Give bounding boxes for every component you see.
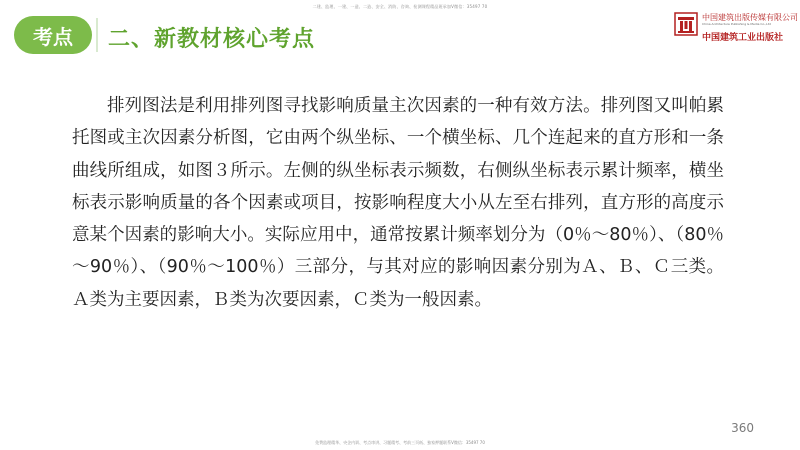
publisher-calligraphy: 中国建筑工业出版社 [702, 33, 784, 43]
body-paragraph: 排列图法是利用排列图寻找影响质量主次因素的一种有效方法。排列图又叫帕累托图或主次因素分析图，它由两个纵坐标、一个横坐标、几个连起来的直方形和一条曲线所组成，如图３所示。左侧的纵坐标表示频数，右侧纵坐标表示累计频率，横坐标表示影响质量的各个因素或项目，按影响程度大小从左至右排列，直方形的高度示意某个因素的影响大小。实际应用中，通常按累计频率划分为（0％～80％）、（80％～90％）、（90％～100％）三部分，与其对应的影响因素分别为Ａ、Ｂ、Ｃ三类。Ａ类为主要因素，Ｂ类为次要因素，Ｃ类为一般因素。 [72, 96, 724, 310]
section-title: 二、新教材核心考点 [108, 27, 316, 52]
publisher-name: 中国建筑出版传媒有限公司 [702, 13, 798, 22]
publisher-logo [674, 10, 798, 44]
badge-label: 考点 [33, 24, 73, 49]
publisher-name-en: China Architecture Publishing & Media Co.,Ltd [702, 22, 771, 26]
top-watermark: 二建、监理、一建、一造、二造、安全、消防、咨询、检测课程精品班承加V微信：35497 70 [312, 4, 488, 9]
bottom-watermark: 免费监理精华、央企内训、考点串讲、习题精考、考前三页纸、独家押题联系V微信：35497 70 [315, 440, 485, 445]
topic-badge [14, 16, 92, 54]
divider [96, 18, 98, 52]
publisher-logo-icon [674, 12, 698, 36]
page-number: 360 [731, 421, 754, 435]
